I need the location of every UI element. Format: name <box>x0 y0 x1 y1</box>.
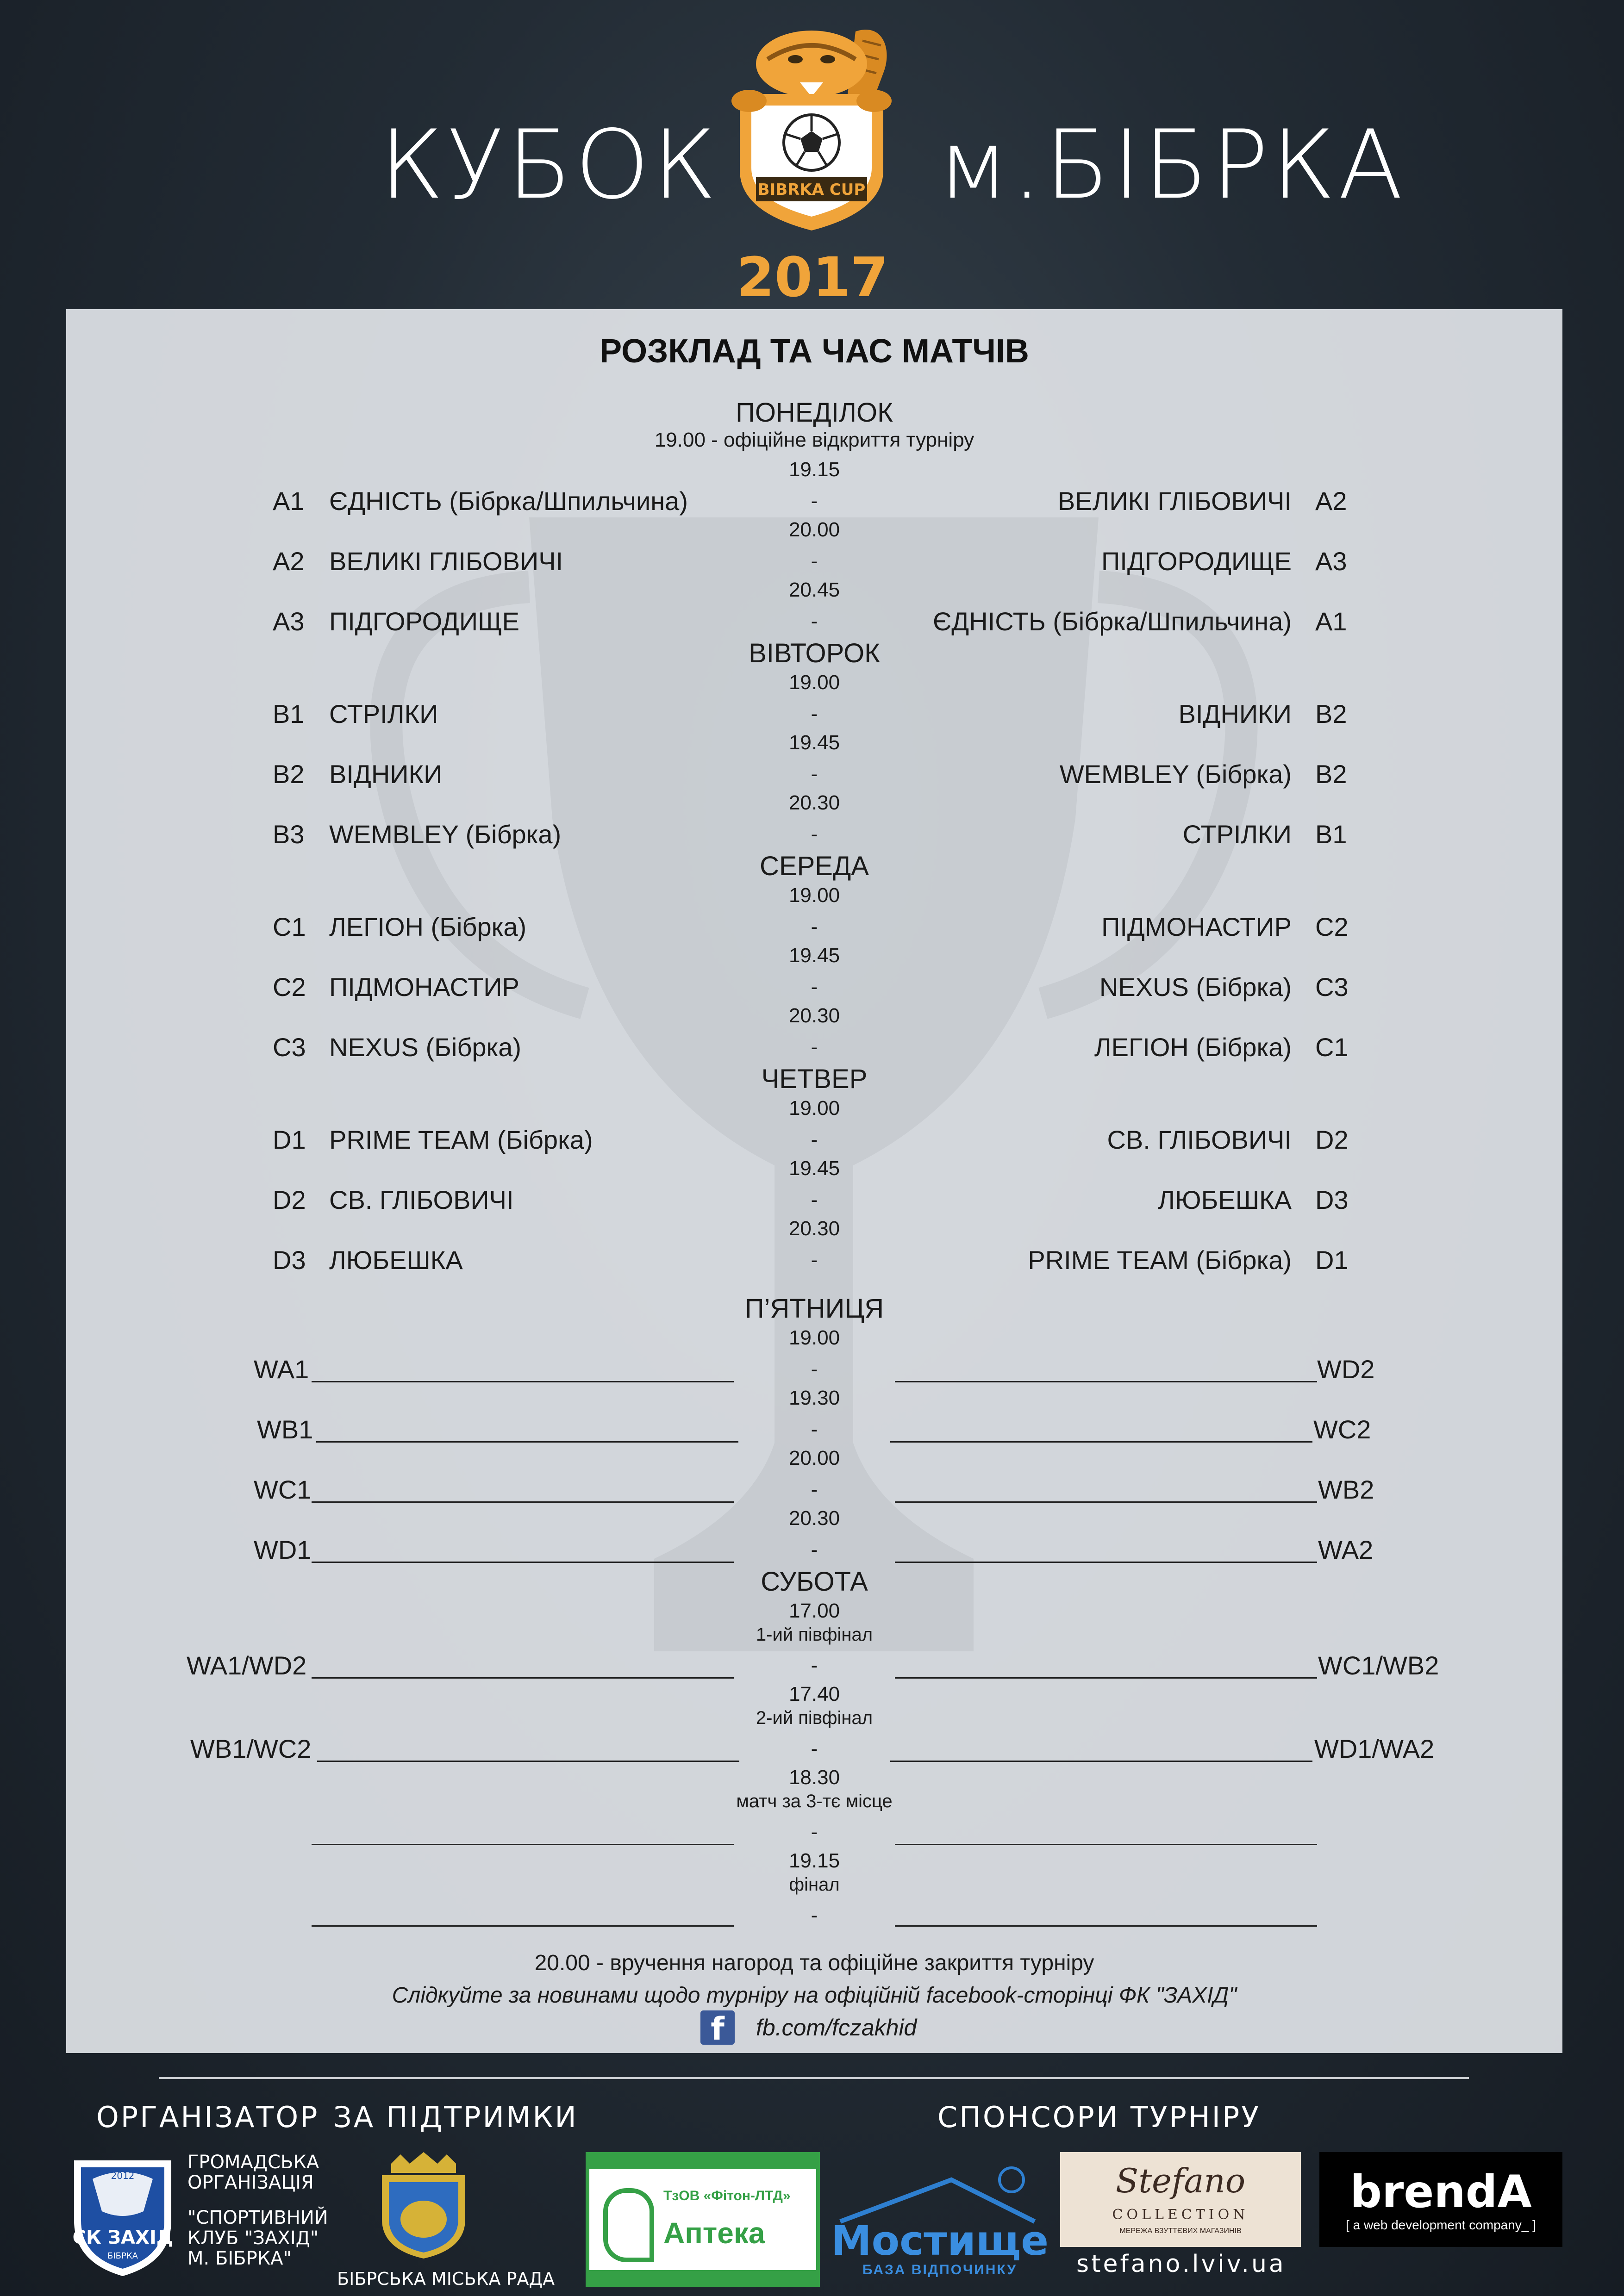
match-time: 19.45 <box>788 944 840 967</box>
logo-text: BIBRKA CUP <box>757 180 866 199</box>
match-dash: - <box>811 1654 818 1677</box>
team-left: СТРІЛКИ <box>329 699 438 728</box>
day-wednesday: СЕРЕДА <box>760 851 869 881</box>
title-kubok: КУБОК <box>380 110 719 220</box>
match-time: 20.45 <box>788 579 840 601</box>
playoff-slot-left: WA1 <box>254 1355 309 1384</box>
group-code-left: В1 <box>273 699 305 728</box>
match-dash: - <box>811 1358 818 1381</box>
sponsor-stefano-logo <box>1060 2152 1301 2247</box>
blank-line <box>312 1677 734 1679</box>
match-dash: - <box>811 490 818 512</box>
playoff-slot-left: WB1/WC2 <box>190 1734 312 1763</box>
match-label: матч за 3-тє місце <box>736 1791 893 1811</box>
team-right: СВ. ГЛІБОВИЧІ <box>1107 1125 1292 1154</box>
organizer-text-2: ОРГАНІЗАЦІЯ <box>187 2172 314 2193</box>
team-right: ЄДНІСТЬ (Бібрка/Шпильчина) <box>933 607 1292 636</box>
match-dash: - <box>811 1904 818 1927</box>
match-dash: - <box>811 915 818 938</box>
follow-note: Слідкуйте за новинами щодо турніру на офіційній facebook-сторінці ФК "ЗАХІД" <box>392 1983 1237 2008</box>
team-right: ПІДГОРОДИЩЕ <box>1101 547 1292 576</box>
playoff-slot-right: WC1/WB2 <box>1318 1651 1439 1680</box>
opening-note: 19.00 - офіційне відкриття турніру <box>654 429 974 451</box>
team-left: ПІДГОРОДИЩЕ <box>329 607 519 636</box>
badge-year: 2012 <box>111 2170 135 2181</box>
match-time: 19.30 <box>788 1387 840 1409</box>
group-code-right: D3 <box>1315 1185 1349 1214</box>
organizer-text-3: "СПОРТИВНИЙ <box>187 2207 328 2228</box>
match-dash: - <box>811 610 818 633</box>
blank-line <box>890 1761 1312 1762</box>
match-dash: - <box>811 1128 818 1151</box>
apteka-name: Аптека <box>663 2216 765 2250</box>
stefano-sub: МЕРЕЖА ВЗУТТЄВИХ МАГАЗИНІВ <box>1119 2227 1242 2235</box>
facebook-link[interactable]: fb.com/fczakhid <box>756 2015 917 2041</box>
group-code-left: С1 <box>273 912 306 941</box>
badge-city: БІБРКА <box>107 2251 138 2261</box>
match-time: 20.30 <box>788 1507 840 1530</box>
blank-line <box>316 1441 738 1443</box>
playoff-slot-right: WB2 <box>1318 1475 1374 1504</box>
organizer-text-1: ГРОМАДСЬКА <box>187 2152 319 2173</box>
team-left: ПІДМОНАСТИР <box>329 972 519 1002</box>
group-code-right: С1 <box>1315 1033 1349 1062</box>
team-left: ЛЕГІОН (Бібрка) <box>329 912 527 941</box>
schedule-title: РОЗКЛАД ТА ЧАС МАТЧІВ <box>600 333 1029 370</box>
match-time: 19.45 <box>788 731 840 754</box>
mostyshche-name: Мостище <box>831 2217 1049 2265</box>
blank-line <box>895 1844 1317 1845</box>
support-text: БІБРСЬКА МІСЬКА РАДА <box>337 2269 555 2289</box>
footer-divider <box>159 2077 1469 2079</box>
team-right: ВЕЛИКІ ГЛІБОВИЧІ <box>1057 486 1292 516</box>
group-code-left: С3 <box>273 1033 306 1062</box>
match-time: 19.15 <box>788 458 840 481</box>
group-code-left: А1 <box>273 486 305 516</box>
blank-line <box>312 1844 734 1845</box>
group-code-right: С2 <box>1315 912 1349 941</box>
group-code-right: С3 <box>1315 972 1349 1002</box>
group-code-left: В2 <box>273 759 305 789</box>
match-time: 19.00 <box>788 1097 840 1120</box>
organizer-label: ОРГАНІЗАТОР <box>96 2100 319 2134</box>
team-left: PRIME TEAM (Бібрка) <box>329 1125 593 1154</box>
bibrka-coat-of-arms <box>373 2150 475 2261</box>
team-left: NEXUS (Бібрка) <box>329 1033 522 1062</box>
playoff-slot-left: WA1/WD2 <box>187 1651 307 1680</box>
match-time: 20.30 <box>788 1217 840 1240</box>
day-monday: ПОНЕДІЛОК <box>736 398 893 428</box>
group-code-left: D3 <box>273 1245 306 1275</box>
group-code-right: В1 <box>1315 820 1347 849</box>
match-label: фінал <box>789 1874 840 1895</box>
team-left: ЛЮБЕШКА <box>329 1245 463 1275</box>
blank-line <box>895 1381 1317 1382</box>
blank-line <box>890 1441 1312 1443</box>
organizer-text-4: КЛУБ "ЗАХІД" <box>187 2228 319 2249</box>
match-dash: - <box>811 1478 818 1501</box>
team-right: NEXUS (Бібрка) <box>1099 972 1292 1002</box>
playoff-slot-right: WA2 <box>1318 1535 1374 1564</box>
match-dash: - <box>811 1737 818 1760</box>
blank-line <box>895 1501 1317 1503</box>
bibrka-cup-logo <box>731 13 893 244</box>
blank-line <box>312 1381 734 1382</box>
match-time: 19.15 <box>788 1849 840 1872</box>
team-left: ВЕЛИКІ ГЛІБОВИЧІ <box>329 547 563 576</box>
team-right: СТРІЛКИ <box>1182 820 1292 849</box>
match-dash: - <box>811 1036 818 1058</box>
sk-zakhid-logo <box>65 2151 181 2281</box>
playoff-slot-left: WB1 <box>257 1415 313 1444</box>
playoff-slot-left: WC1 <box>254 1475 312 1504</box>
match-dash: - <box>811 1418 818 1441</box>
blank-line <box>312 1562 734 1563</box>
sponsor-brenda-logo <box>1319 2152 1562 2247</box>
playoff-slot-left: WD1 <box>254 1535 312 1564</box>
match-time: 20.30 <box>788 1004 840 1027</box>
team-right: PRIME TEAM (Бібрка) <box>1028 1245 1292 1275</box>
organizer-text-5: М. БІБРКА" <box>187 2248 292 2269</box>
badge-text: СК ЗАХІД <box>72 2227 173 2248</box>
day-saturday: СУБОТА <box>761 1567 868 1597</box>
team-right: WEMBLEY (Бібрка) <box>1059 759 1292 789</box>
match-time: 19.00 <box>788 884 840 907</box>
match-label: 1-ий півфінал <box>756 1624 873 1645</box>
group-code-right: D1 <box>1315 1245 1349 1275</box>
match-dash: - <box>811 550 818 572</box>
group-code-left: С2 <box>273 972 306 1002</box>
blank-line <box>895 1677 1317 1679</box>
team-left: СВ. ГЛІБОВИЧІ <box>329 1185 514 1214</box>
group-code-left: А2 <box>273 547 305 576</box>
team-left: ЄДНІСТЬ (Бібрка/Шпильчина) <box>329 486 688 516</box>
stefano-collection: COLLECTION <box>1112 2207 1249 2223</box>
group-code-left: В3 <box>273 820 305 849</box>
support-label: ЗА ПІДТРИМКИ <box>333 2100 578 2134</box>
schedule-panel <box>66 309 1562 2053</box>
match-time: 20.00 <box>788 518 840 541</box>
match-label: 2-ий півфінал <box>756 1708 873 1728</box>
apteka-company: ТзОВ «Фітон-ЛТД» <box>663 2188 791 2203</box>
group-code-right: А2 <box>1315 486 1347 516</box>
team-left: WEMBLEY (Бібрка) <box>329 820 562 849</box>
match-time: 19.00 <box>788 1326 840 1349</box>
team-right: ВІДНИКИ <box>1178 699 1292 728</box>
match-time: 17.40 <box>788 1683 840 1705</box>
team-right: ЛЮБЕШКА <box>1158 1185 1292 1214</box>
day-friday: П’ЯТНИЦЯ <box>744 1294 884 1324</box>
match-dash: - <box>811 1538 818 1561</box>
stefano-name: Stefano <box>1115 2161 1246 2200</box>
day-tuesday: ВІВТОРОК <box>749 638 880 668</box>
brenda-sub: [ a web development company_ ] <box>1346 2218 1536 2232</box>
team-left: ВІДНИКИ <box>329 759 443 789</box>
leaf-icon <box>603 2188 654 2262</box>
group-code-right: В2 <box>1315 699 1347 728</box>
group-code-right: D2 <box>1315 1125 1349 1154</box>
blank-line <box>317 1761 739 1762</box>
group-code-left: А3 <box>273 607 305 636</box>
match-time: 17.00 <box>788 1599 840 1622</box>
group-code-right: А1 <box>1315 607 1347 636</box>
team-right: ЛЕГІОН (Бібрка) <box>1094 1033 1292 1062</box>
group-code-left: D1 <box>273 1125 306 1154</box>
blank-line <box>895 1925 1317 1927</box>
house-sun-icon <box>831 2152 1049 2226</box>
match-time: 18.30 <box>788 1766 840 1789</box>
playoff-slot-right: WD1/WA2 <box>1314 1734 1435 1763</box>
blank-line <box>312 1501 734 1503</box>
match-dash: - <box>811 823 818 846</box>
facebook-icon[interactable]: f <box>700 2010 735 2045</box>
stefano-url[interactable]: stefano.lviv.ua <box>1076 2250 1286 2278</box>
group-code-left: D2 <box>273 1185 306 1214</box>
playoff-slot-right: WC2 <box>1313 1415 1371 1444</box>
match-dash: - <box>811 976 818 998</box>
match-time: 20.30 <box>788 791 840 814</box>
match-time: 20.00 <box>788 1447 840 1469</box>
match-time: 19.45 <box>788 1157 840 1180</box>
brenda-name: brendA <box>1350 2166 1532 2218</box>
day-thursday: ЧЕТВЕР <box>761 1064 868 1094</box>
team-right: ПІДМОНАСТИР <box>1101 912 1292 941</box>
match-dash: - <box>811 763 818 785</box>
blank-line <box>895 1562 1317 1563</box>
closing-note: 20.00 - вручення нагород та офіційне закриття турніру <box>534 1951 1094 1975</box>
title-bibrka: м.БІБРКА <box>937 110 1406 220</box>
match-dash: - <box>811 1188 818 1211</box>
group-code-right: А3 <box>1315 547 1347 576</box>
group-code-right: В2 <box>1315 759 1347 789</box>
mostyshche-sub: БАЗА ВІДПОЧИНКУ <box>862 2262 1018 2277</box>
match-dash: - <box>811 703 818 725</box>
match-dash: - <box>811 1249 818 1271</box>
sponsor-mostyshche-logo <box>831 2152 1049 2282</box>
year: 2017 <box>736 245 889 309</box>
playoff-slot-right: WD2 <box>1317 1355 1375 1384</box>
sponsors-label: СПОНСОРИ ТУРНІРУ <box>937 2100 1261 2134</box>
sponsor-apteka-logo <box>586 2152 820 2287</box>
match-dash: - <box>811 1821 818 1843</box>
match-time: 19.00 <box>788 671 840 694</box>
